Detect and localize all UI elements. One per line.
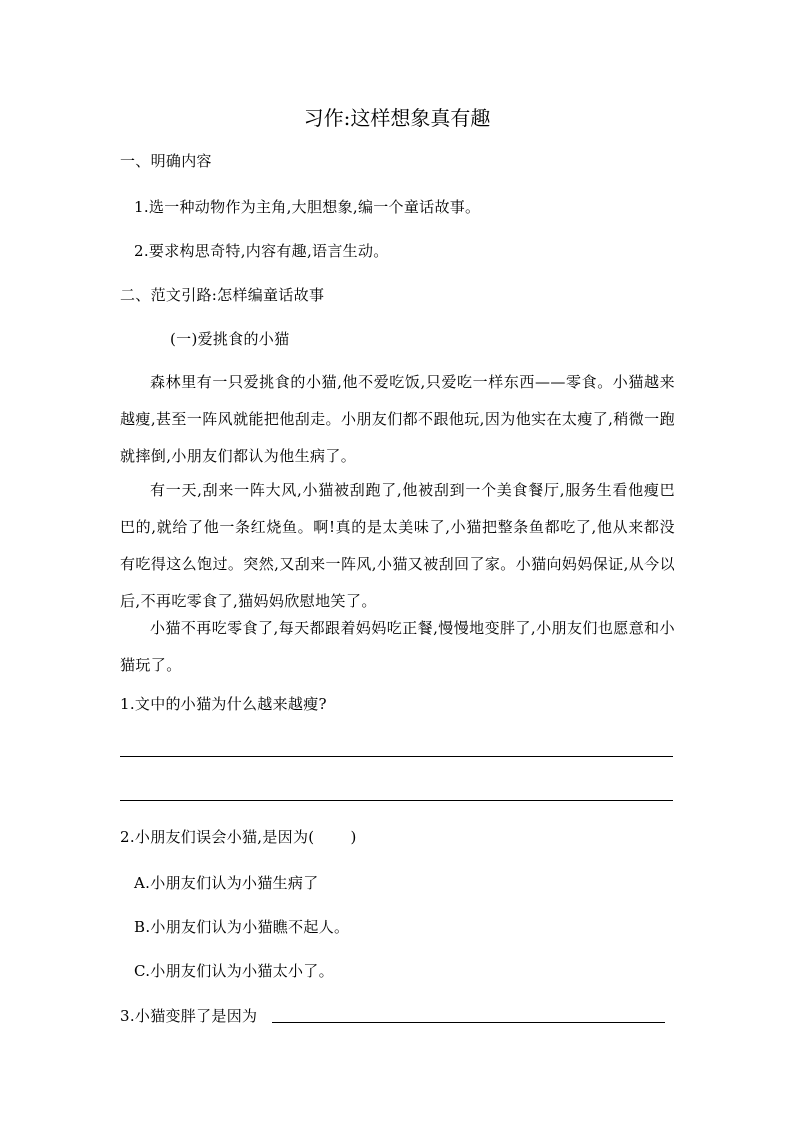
question-1: 1.文中的小猫为什么越来越瘦?	[120, 695, 327, 713]
answer-line-1[interactable]	[120, 756, 673, 757]
question-2	[120, 826, 357, 848]
section-heading-example: 二、范文引路:怎样编童话故事	[120, 286, 325, 304]
story-title: (一)爱挑食的小猫	[170, 330, 290, 348]
story-paragraph-2: 有一天,刮来一阵大风,小猫被刮跑了,他被刮到一个美食餐厅,服务生看他瘦巴巴的,就给了他一条红烧鱼。啊!真的是太美味了,小猫把整条鱼都吃了,他从来都没有吃得这么饱过。突然,又刮来一阵风,小猫又被刮回了家。小猫向妈妈保证,从今以后,不再吃零食了,猫妈妈欣慰地笑了。	[120, 481, 675, 610]
option-c[interactable]: C.小朋友们认为小猫太小了。	[134, 962, 334, 980]
question-2-close-paren: )	[350, 828, 357, 846]
requirement-item-1: 1.选一种动物作为主角,大胆想象,编一个童话故事。	[134, 198, 481, 216]
story-paragraph-3: 小猫不再吃零食了,每天都跟着妈妈吃正餐,慢慢地变胖了,小朋友们也愿意和小猫玩了。	[120, 619, 675, 674]
option-a[interactable]: A.小朋友们认为小猫生病了	[134, 874, 319, 892]
question-2-stem: 2.小朋友们误会小猫,是因为(	[120, 828, 315, 846]
section-heading-content: 一、明确内容	[120, 152, 212, 170]
page-title: 习作:这样想象真有趣	[303, 106, 491, 130]
answer-line-q3[interactable]	[272, 1022, 665, 1023]
option-b[interactable]: B.小朋友们认为小猫瞧不起人。	[134, 918, 350, 936]
requirement-item-2: 2.要求构思奇特,内容有趣,语言生动。	[134, 242, 389, 260]
question-3: 3.小猫变胖了是因为	[120, 1007, 258, 1025]
answer-line-2[interactable]	[120, 800, 673, 801]
story-paragraph-1: 森林里有一只爱挑食的小猫,他不爱吃饭,只爱吃一样东西——零食。小猫越来越瘦,甚至一阵风就能把他刮走。小朋友们都不跟他玩,因为他实在太瘦了,稍微一跑就摔倒,小朋友们都认为他生病了。	[120, 373, 675, 465]
